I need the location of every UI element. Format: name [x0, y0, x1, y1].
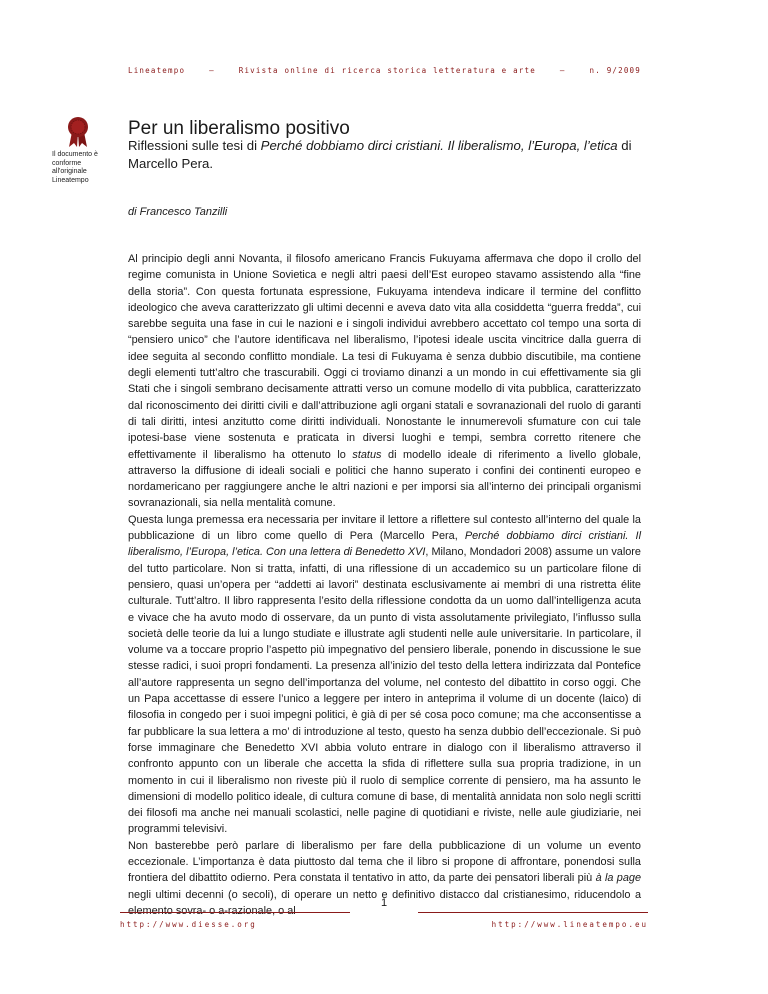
lineatempo-link[interactable]: http://www.lineatempo.eu — [491, 920, 648, 929]
journal-description: Rivista online di ricerca storica letteratura e arte — [238, 66, 536, 75]
paragraph-text: , Milano, Mondadori 2008) assume un valore del tutto particolare. Non si tratta, infatti, di una riflessione di un accademico su un particolare filone di pensiero, quasi un’opera per “addetti ai lavori” destinata esclusivamente ai membri di una ristretta élite culturale. Tutt’altro. Il libro rappresenta l’esito della riflessione condotta da un uomo dall’intelligenza acuta e vivace che ha avuto modo di osservare, da un punto di vista assolutamente privilegiato, l’influsso sulla società delle teorie da lui a lungo studiate e illustrate agli studenti nelle aule universitarie. In particolare, il volume va a toccare proprio l’aspetto più impegnativo del pensiero liberale, ponendo in discussione le sue stesse radici, i suoi propri fondamenti. La presenza all’inizio del testo della lettera indirizzata dal Pontefice all’autore rappresenta un segno dell’importanza del volume, nel contesto del dibattito in corso oggi. Che un Papa accettasse di essere l’unico a leggere per intero in anteprima il volume di un docente (laico) di filosofia in congedo per i suoi impegni politici, è già di per sé cosa poco comune; ma che acconsentisse a far pubblicare la sua lettera a mo’ di introduzione al testo, questo ha senza dubbio dell’eccezionale. Si può forse immaginare che Benedetto XVI abbia voluto entrare in dialogo con il liberalismo attraverso il confronto appunto con un liberale che accetta la sfida di riflettere sulla sua propria tradizione, in un momento in cui il liberalismo non riveste più il ruolo di semplice corrente di pensiero, ma ha assunto le dimensioni di modello politico ideale, di cultura comune di base, di mentalità annidata non solo negli scritti dei filosofi ma anche nei manuali scolastici, nelle pagine di quotidiani e riviste, nelle aule giudiziarie, nei programmi televisivi. — [128, 546, 641, 836]
article-title: Per un liberalismo positivo — [128, 118, 350, 139]
paragraph-text: Al principio degli anni Novanta, il filosofo americano Francis Fukuyama affermava che dopo il crollo del regime comunista in Unione Sovietica e negli altri paesi dell’Est europeo stavamo assistendo alla “fine della storia”. Con questa fortunata espressione, Fukuyama intendeva indicare il termine del conflitto ideologico che aveva caratterizzato gli ultimi decenni e aveva dato vita alla cosiddetta “guerra fredda”, cui sarebbe seguita una fase in cui le nazioni e i singoli individui avrebbero accettato col tempo una sorta di “pensiero unico” che l’autore identificava nel liberalismo, l’ipotesi ideale uscita vincitrice dalla guerra di idee seguita al secondo conflitto mondiale. La tesi di Fukuyama è senza dubbio discutibile, ma contiene degli elementi tutt’altro che trascurabili. Oggi ci troviamo dinanzi a un mondo in cui effettivamente sia gli Stati che i singoli sembrano decisamente attratti verso un comune modello di vita pubblica, caratterizzato dal riconoscimento dei diritti civili e dall’attribuzione agli organi statali e sovranazionali del ruolo di garanti di tali diritti, intesi anzitutto come diritti individuali. Nonostante le innumerevoli sfumature con cui tale ipotesi-base viene sostenuta e praticata in diversi luoghi e tempi, sembra corretto ritenere che effettivamente il liberalismo ha ottenuto lo — [128, 253, 641, 461]
running-header — [128, 66, 641, 75]
paragraph-text: Questa lunga premessa era necessaria per invitare il lettore a riflettere sul contesto all’interno del quale la pubblicazione di un libro come quello di Pera (Marcello Pera, — [128, 513, 641, 543]
seal-caption-line: Il documento è — [52, 151, 98, 158]
diesse-link[interactable]: http://www.diesse.org — [120, 920, 257, 929]
italic-book-title: Perché dobbiamo dirci cristiani. Il liberalismo, l’Europa, l’etica. Con una lettera di Benedetto XVI — [128, 530, 641, 559]
seal-caption-line: conforme — [52, 159, 82, 167]
article-author: di Francesco Tanzilli — [128, 206, 228, 218]
journal-name: Lineatempo — [128, 66, 186, 75]
paragraph — [128, 512, 641, 838]
article-body — [128, 251, 641, 919]
paragraph-text: negli ultimi decenni (o secoli), di operare un netto e definitivo distacco dal cristianesimo, riducendolo a elemento sovra- o a-razionale, o al — [128, 888, 641, 917]
header-separator: – — [559, 66, 566, 75]
paragraph — [128, 251, 641, 512]
footer-divider — [418, 912, 648, 913]
conformity-seal — [52, 116, 107, 185]
issue-number: n. 9/2009 — [589, 66, 641, 75]
book-title: Perché dobbiamo dirci cristiani. Il liberalismo, l’Europa, l’etica — [260, 138, 618, 153]
article-subtitle — [128, 137, 648, 172]
seal-caption-line: Lineatempo — [52, 176, 89, 184]
subtitle-suffix: di Marcello Pera. — [128, 138, 632, 171]
footer-divider — [120, 912, 350, 913]
italic-term: status — [352, 448, 382, 461]
paragraph-text: di modello ideale di riferimento a livello globale, attraverso la diffusione di ideali sociali e politici che hanno superato i confini dei continenti europeo e nordamericano per raggiungere anche le altri nazioni e per imporsi sia all’interno dei principali organismi sovranazionali, sia nella mentalità comune. — [128, 448, 641, 510]
seal-caption — [52, 151, 107, 185]
paragraph-text: Non basterebbe però parlare di liberalismo per fare della pubblicazione di un volume un evento eccezionale. L’importanza è data piuttosto dal tema che il libro si propone di affrontare, ponendosi sulla frontiera del dibattito odierno. Pera constata il tentativo in atto, da parte dei pensatori liberali più — [128, 839, 641, 885]
subtitle-prefix: Riflessioni sulle tesi di — [128, 138, 261, 153]
page-number: 1 — [380, 897, 388, 909]
header-separator: – — [209, 66, 215, 75]
rosette-seal-icon — [65, 116, 91, 148]
seal-caption-line: all'originale — [52, 168, 87, 175]
italic-term: à la page — [595, 872, 642, 885]
